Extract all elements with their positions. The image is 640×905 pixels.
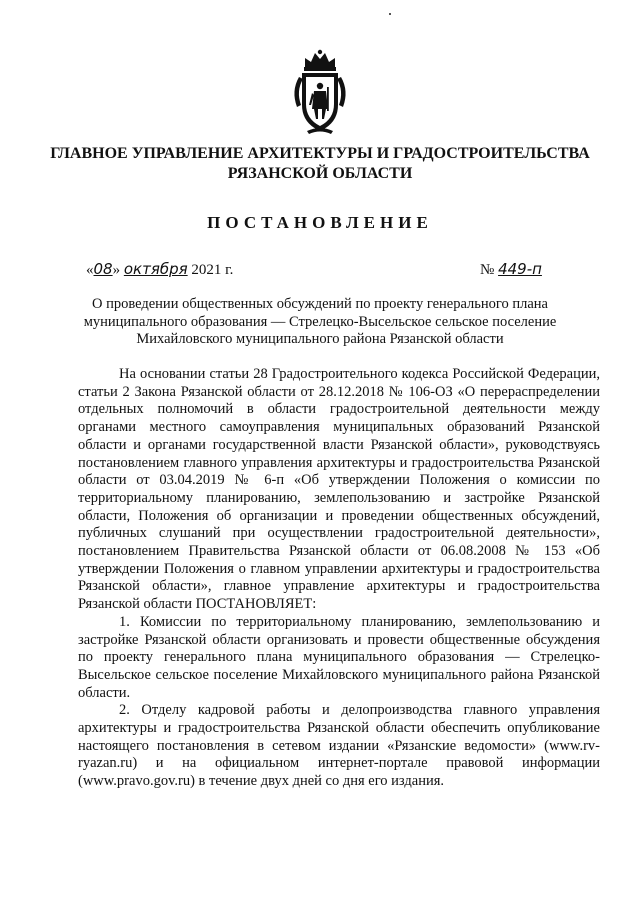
subject-line: О проведении общественных обсуждений по проекту генерального плана	[92, 296, 548, 312]
document-subject	[60, 296, 580, 349]
date-year: 2021 г.	[191, 262, 234, 278]
number-value: 449-п	[498, 260, 542, 278]
ryazan-coat-of-arms-icon	[287, 47, 353, 135]
date-close-quote: »	[112, 262, 121, 278]
scan-speck	[389, 13, 391, 15]
document-body	[78, 366, 600, 791]
document-date	[86, 260, 233, 279]
number-label: №	[480, 262, 495, 278]
organization-name-line1: ГЛАВНОЕ УПРАВЛЕНИЕ АРХИТЕКТУРЫ И ГРАДОСТРОИТЕЛЬСТВА	[50, 145, 590, 162]
body-paragraph-item-2: 2. Отделу кадровой работы и делопроизводства главного управления архитектуры и градостроительства Рязанской области обеспечить опубликование настоящего постановления в сетевом издании «Рязанские ведомости» (www.rv-ryazan.ru) и на официальном интернет-портале правовой информации (www.pravo.gov.ru) в течение двух дней со дня его издания.	[78, 702, 600, 790]
date-month: октября	[123, 260, 188, 278]
subject-line: муниципального образования — Стрелецко-Высельское сельское поселение	[83, 313, 557, 330]
body-paragraph-item-1: 1. Комиссии по территориальному планированию, землепользованию и застройке Рязанской области организовать и провести общественные обсуждения по проекту генерального плана муниципального образования — Стрелецко-Высельское сельское поселение Михайловского муниципального района Рязанской области.	[78, 613, 600, 701]
organization-name-line2: РЯЗАНСКОЙ ОБЛАСТИ	[227, 165, 413, 182]
document-number	[480, 260, 542, 279]
date-day: 08	[93, 260, 113, 278]
subject-line: Михайловского муниципального района Рязанской области	[136, 331, 504, 347]
body-paragraph-preamble: На основании статьи 28 Градостроительного кодекса Российской Федерации, статьи 2 Закона Рязанской области от 28.12.2018 № 106-ОЗ «О перераспределении отдельных полномочий в области градостроительной деятельности между органами местного самоуправления муниципальных образований Рязанской области и органами государственной власти Рязанской области», руководствуясь постановлением главного управления архитектуры и градостроительства Рязанской области от 03.04.2019 № 6-п «Об утверждении Положения о комиссии по территориальному планированию, землепользованию и застройке Рязанской области, Положения об организации и проведении общественных обсуждений, публичных слушаний при осуществлении градостроительной деятельности», постановлением Правительства Рязанской области от 06.08.2008 № 153 «Об утверждении Положения о главном управлении архитектуры и градостроительства Рязанской области», главное управление архитектуры и градостроительства Рязанской области ПОСТАНОВЛЯЕТ:	[78, 366, 600, 613]
date-open-quote: «	[86, 262, 94, 278]
document-type-heading: ПОСТАНОВЛЕНИЕ	[207, 213, 433, 232]
